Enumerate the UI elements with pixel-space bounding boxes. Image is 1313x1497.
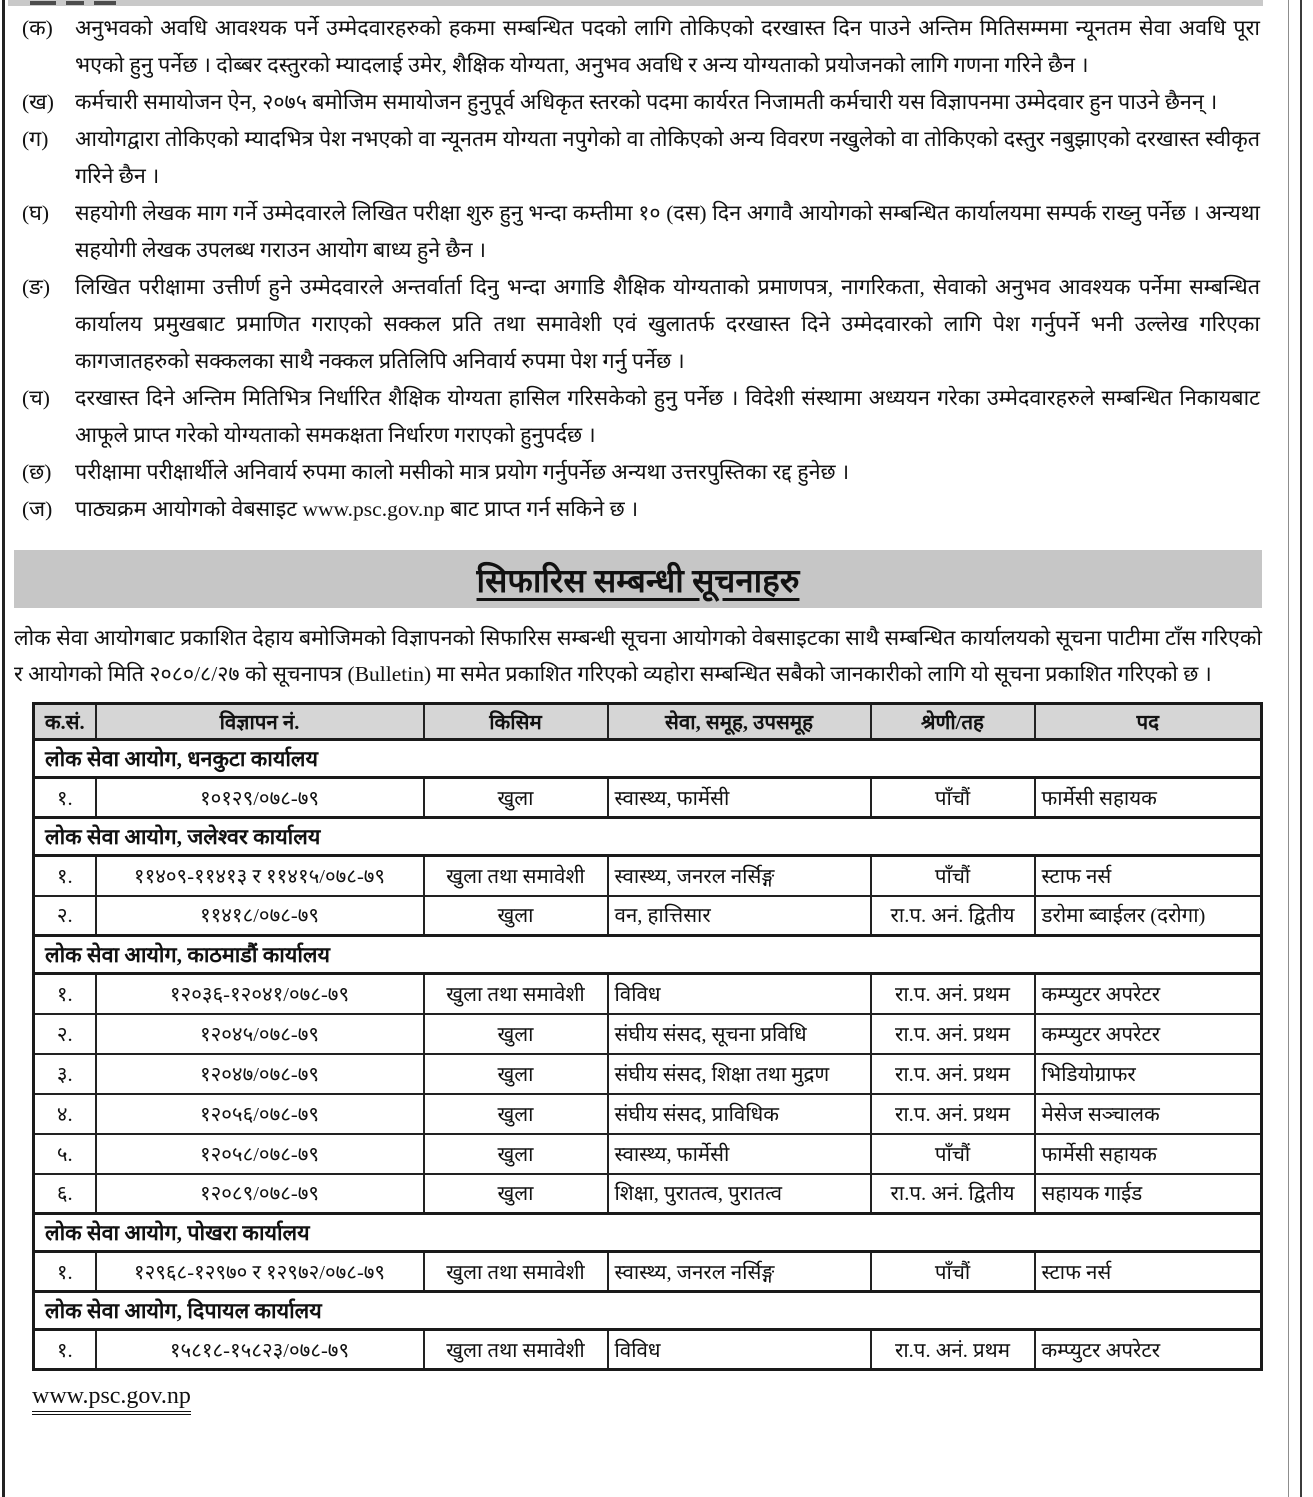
- office-section-row-1: [34, 740, 1262, 778]
- cell-service: संघीय संसद, प्राविधिक: [608, 1094, 871, 1134]
- cell-level: रा.प. अनं. प्रथम: [871, 1014, 1035, 1054]
- cell-advt: १२०८९/०७८-७९: [96, 1174, 424, 1214]
- office-section-row-2: [34, 818, 1262, 856]
- note-item-8: [14, 491, 1262, 528]
- note-item-label: (ख): [22, 90, 54, 114]
- document-body: [14, 10, 1262, 1415]
- cell-post: भिडियोग्राफर: [1035, 1054, 1262, 1094]
- recommendations-title-bar: [14, 550, 1262, 608]
- office-section-title: लोक सेवा आयोग, जलेश्वर कार्यालय: [34, 818, 1262, 856]
- table-row: [34, 778, 1262, 818]
- header-cell-level: श्रेणी/तह: [871, 704, 1035, 740]
- cell-advt: १२०४७/०७८-७९: [96, 1054, 424, 1094]
- cell-service: स्वास्थ्य, फार्मेसी: [608, 778, 871, 818]
- footer: [32, 1383, 1262, 1415]
- cell-advt: ११४०९-११४१३ र ११४१५/०७८-७९: [96, 856, 424, 896]
- cell-sn: २.: [34, 896, 96, 936]
- office-section-title: लोक सेवा आयोग, पोखरा कार्यालय: [34, 1214, 1262, 1252]
- cell-level: रा.प. अनं. प्रथम: [871, 1094, 1035, 1134]
- header-cell-sn: क.सं.: [34, 704, 96, 740]
- office-section-title: लोक सेवा आयोग, धनकुटा कार्यालय: [34, 740, 1262, 778]
- cell-type: खुला तथा समावेशी: [424, 974, 608, 1014]
- header-cell-post: पद: [1035, 704, 1262, 740]
- note-item-1: [14, 10, 1262, 84]
- cell-service: संघीय संसद, शिक्षा तथा मुद्रण: [608, 1054, 871, 1094]
- cell-advt: १२०३६-१२०४१/०७८-७९: [96, 974, 424, 1014]
- cell-post: कम्प्युटर अपरेटर: [1035, 1014, 1262, 1054]
- table-row: [34, 1094, 1262, 1134]
- note-item-2: [14, 84, 1262, 121]
- cell-type: खुला: [424, 1134, 608, 1174]
- cell-type: खुला: [424, 1174, 608, 1214]
- cell-post: कम्प्युटर अपरेटर: [1035, 974, 1262, 1014]
- footer-website-link[interactable]: www.psc.gov.np: [32, 1383, 191, 1415]
- office-section-row-3: [34, 936, 1262, 974]
- cell-service: वन, हात्तिसार: [608, 896, 871, 936]
- table-row: [34, 1174, 1262, 1214]
- note-item-text: परीक्षामा परीक्षार्थीले अनिवार्य रुपमा कालो मसीको मात्र प्रयोग गर्नुपर्नेछ अन्यथा उत्तरपुस्तिका रद्द हुनेछ ।: [75, 460, 850, 484]
- cell-type: खुला: [424, 1094, 608, 1134]
- cell-service: संघीय संसद, सूचना प्रविधि: [608, 1014, 871, 1054]
- table-row: [34, 856, 1262, 896]
- cell-service: शिक्षा, पुरातत्व, पुरातत्व: [608, 1174, 871, 1214]
- cell-service: स्वास्थ्य, जनरल नर्सिङ्ग: [608, 1252, 871, 1292]
- header-cell-advt: विज्ञापन नं.: [96, 704, 424, 740]
- header-cell-service: सेवा, समूह, उपसमूह: [608, 704, 871, 740]
- cell-post: फार्मेसी सहायक: [1035, 778, 1262, 818]
- note-item-label: (ङ): [22, 275, 51, 299]
- note-item-text: पाठ्यक्रम आयोगको वेबसाइट www.psc.gov.np बाट प्राप्त गर्न सकिने छ ।: [75, 497, 639, 521]
- cell-type: खुला: [424, 896, 608, 936]
- note-item-text: लिखित परीक्षामा उत्तीर्ण हुने उम्मेदवारले अन्तर्वार्ता दिनु भन्दा अगाडि शैक्षिक योग्यताको प्रमाणपत्र, नागरिकता, सेवाको अनुभव आवश्यक पर्नेमा सम्बन्धित कार्यालय प्रमुखबाट प्रमाणित गराएको सक्कल प्रति तथा समावेशी एवं खुलातर्फ दरखास्त दिने उम्मेदवारको लागि पेश गर्नुपर्ने भनी उल्लेख गरिएका कागजातहरुको सक्कलका साथै नक्कल प्रतिलिपि अनिवार्य रुपमा पेश गर्नु पर्नेछ ।: [75, 275, 1260, 373]
- cell-advt: १२९६८-१२९७० र १२९७२/०७८-७९: [96, 1252, 424, 1292]
- table-row: [34, 1134, 1262, 1174]
- page-right-border-line-outer: [1300, 0, 1302, 1497]
- cell-level: रा.प. अनं. प्रथम: [871, 1054, 1035, 1094]
- cell-service: स्वास्थ्य, जनरल नर्सिङ्ग: [608, 856, 871, 896]
- cell-sn: २.: [34, 1014, 96, 1054]
- cell-post: फार्मेसी सहायक: [1035, 1134, 1262, 1174]
- cell-level: रा.प. अनं. प्रथम: [871, 1330, 1035, 1370]
- recommendations-table: [32, 702, 1263, 1371]
- header-cell-type: किसिम: [424, 704, 608, 740]
- cell-advt: १२०५८/०७८-७९: [96, 1134, 424, 1174]
- office-section-row-4: [34, 1214, 1262, 1252]
- cell-sn: १.: [34, 1330, 96, 1370]
- note-item-label: (ज): [22, 497, 53, 521]
- cell-level: रा.प. अनं. द्वितीय: [871, 896, 1035, 936]
- cell-level: रा.प. अनं. द्वितीय: [871, 1174, 1035, 1214]
- note-item-5: [14, 269, 1262, 380]
- note-item-3: [14, 121, 1262, 195]
- note-item-label: (छ): [22, 460, 52, 484]
- cell-post: डरोमा ब्वाईलर (दरोगा): [1035, 896, 1262, 936]
- note-item-label: (घ): [22, 201, 50, 225]
- note-item-text: कर्मचारी समायोजन ऐन, २०७५ बमोजिम समायोजन हुनुपूर्व अधिकृत स्तरको पदमा कार्यरत निजामती कर्मचारी यस विज्ञापनमा उम्मेदवार हुन पाउने छैनन् ।: [75, 90, 1218, 114]
- note-item-4: [14, 195, 1262, 269]
- table-row: [34, 1014, 1262, 1054]
- office-section-title: लोक सेवा आयोग, काठमाडौं कार्यालय: [34, 936, 1262, 974]
- note-item-text: आयोगद्वारा तोकिएको म्यादभित्र पेश नभएको वा न्यूनतम योग्यता नपुगेको वा तोकिएको अन्य विवरण नखुलेको वा तोकिएको दस्तुर नबुझाएको दरखास्त स्वीकृत गरिने छैन ।: [75, 127, 1260, 188]
- note-item-text: सहयोगी लेखक माग गर्ने उम्मेदवारले लिखित परीक्षा शुरु हुनु भन्दा कम्तीमा १० (दस) दिन अगावै आयोगको सम्बन्धित कार्यालयमा सम्पर्क राख्नु पर्नेछ । अन्यथा सहयोगी लेखक उपलब्ध गराउन आयोग बाध्य हुने छैन ।: [75, 201, 1260, 262]
- table-row: [34, 1330, 1262, 1370]
- cell-sn: ६.: [34, 1174, 96, 1214]
- cell-post: मेसेज सञ्चालक: [1035, 1094, 1262, 1134]
- office-section-title: लोक सेवा आयोग, दिपायल कार्यालय: [34, 1292, 1262, 1330]
- cell-sn: ३.: [34, 1054, 96, 1094]
- table-row: [34, 1054, 1262, 1094]
- note-item-text: अनुभवको अवधि आवश्यक पर्ने उम्मेदवारहरुको हकमा सम्बन्धित पदको लागि तोकिएको दरखास्त दिन पाउने अन्तिम मितिसम्ममा न्यूनतम सेवा अवधि पूरा भएको हुनु पर्नेछ । दोब्बर दस्तुरको म्यादलाई उमेर, शैक्षिक योग्यता, अनुभव अवधि र अन्य योग्यताको प्रयोजनको लागि गणना गरिने छैन ।: [75, 16, 1260, 77]
- cell-advt: ११४१८/०७८-७९: [96, 896, 424, 936]
- cell-level: पाँचौं: [871, 778, 1035, 818]
- note-item-7: [14, 454, 1262, 491]
- cell-post: स्टाफ नर्स: [1035, 1252, 1262, 1292]
- table-body: [34, 740, 1262, 1370]
- cell-sn: १.: [34, 974, 96, 1014]
- cropped-previous-section-strip: [8, 0, 1263, 6]
- page-right-border-line-inner: [1288, 0, 1289, 1497]
- note-item-label: (क): [22, 16, 53, 40]
- cell-sn: १.: [34, 856, 96, 896]
- page-left-border-line: [2, 0, 5, 1497]
- table-row: [34, 1252, 1262, 1292]
- cell-type: खुला: [424, 778, 608, 818]
- cell-service: स्वास्थ्य, फार्मेसी: [608, 1134, 871, 1174]
- cell-advt: १२०४५/०७८-७९: [96, 1014, 424, 1054]
- cell-advt: १२०५६/०७८-७९: [96, 1094, 424, 1134]
- note-item-label: (च): [22, 386, 50, 410]
- cell-advt: १०१२९/०७८-७९: [96, 778, 424, 818]
- cell-advt: १५८१८-१५८२३/०७८-७९: [96, 1330, 424, 1370]
- note-item-label: (ग): [22, 127, 49, 151]
- cell-level: रा.प. अनं. प्रथम: [871, 974, 1035, 1014]
- cell-service: विविध: [608, 1330, 871, 1370]
- cell-sn: ५.: [34, 1134, 96, 1174]
- cell-type: खुला तथा समावेशी: [424, 1252, 608, 1292]
- cell-post: स्टाफ नर्स: [1035, 856, 1262, 896]
- notes-list: [14, 10, 1262, 528]
- cell-sn: १.: [34, 778, 96, 818]
- cell-type: खुला: [424, 1014, 608, 1054]
- intro-paragraph: लोक सेवा आयोगबाट प्रकाशित देहाय बमोजिमको विज्ञापनको सिफारिस सम्बन्धी सूचना आयोगको वेबसाइटका साथै सम्बन्धित कार्यालयको सूचना पाटीमा टाँस गरिएको र आयोगको मिति २०८०/८/२७ को सूचनापत्र (Bulletin) मा समेत प्रकाशित गरिएको व्यहोरा सम्बन्धित सबैको जानकारीको लागि यो सूचना प्रकाशित गरिएको छ ।: [14, 626, 1262, 686]
- cell-service: विविध: [608, 974, 871, 1014]
- cell-type: खुला: [424, 1054, 608, 1094]
- cell-post: सहायक गाईड: [1035, 1174, 1262, 1214]
- table-row: [34, 896, 1262, 936]
- note-item-6: [14, 380, 1262, 454]
- cell-level: पाँचौं: [871, 1134, 1035, 1174]
- cell-sn: ४.: [34, 1094, 96, 1134]
- cell-level: पाँचौं: [871, 856, 1035, 896]
- cell-sn: १.: [34, 1252, 96, 1292]
- office-section-row-5: [34, 1292, 1262, 1330]
- note-item-text: दरखास्त दिने अन्तिम मितिभित्र निर्धारित शैक्षिक योग्यता हासिल गरिसकेको हुनु पर्नेछ । विदेशी संस्थामा अध्ययन गरेका उम्मेदवारहरुले सम्बन्धित निकायबाट आफूले प्राप्त गरेको योग्यताको समकक्षता निर्धारण गराएको हुनुपर्दछ ।: [75, 386, 1260, 447]
- cell-post: कम्प्युटर अपरेटर: [1035, 1330, 1262, 1370]
- table-row: [34, 974, 1262, 1014]
- cell-level: पाँचौं: [871, 1252, 1035, 1292]
- recommendations-title: सिफारिस सम्बन्धी सूचनाहरु: [476, 563, 800, 600]
- cell-type: खुला तथा समावेशी: [424, 856, 608, 896]
- table-header-row: [34, 704, 1262, 740]
- cell-type: खुला तथा समावेशी: [424, 1330, 608, 1370]
